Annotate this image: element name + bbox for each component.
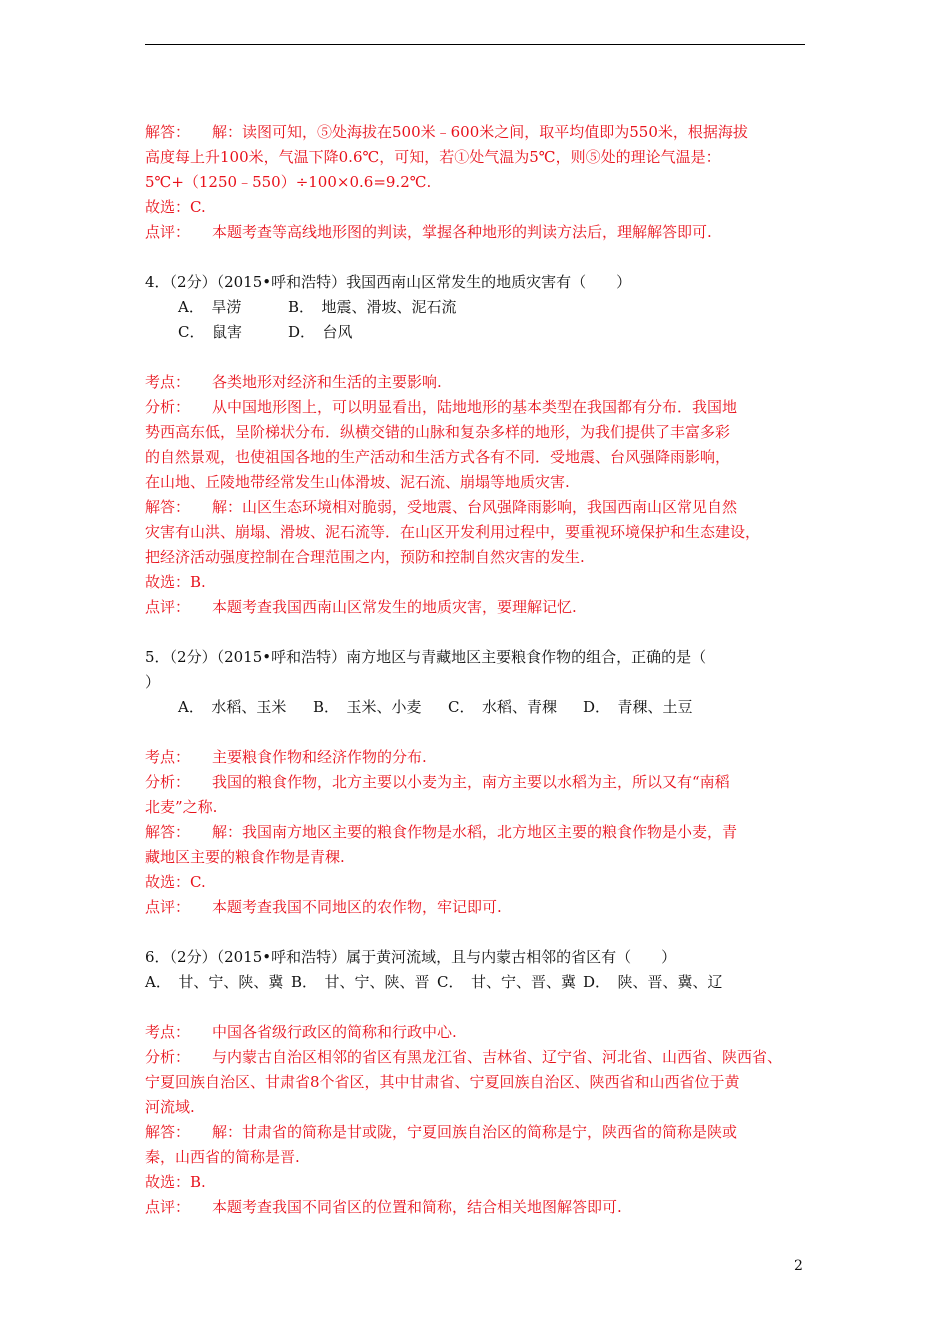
q5-block bbox=[145, 645, 817, 920]
q4-analysis-line-2: 势西高东低，呈阶梯状分布．纵横交错的山脉和复杂多样的地形，为我们提供了丰富多彩 bbox=[145, 423, 731, 441]
q5-answer-line-1: 解答： 解：我国南方地区主要的粮食作物是水稻，北方地区主要的粮食作物是小麦，青 bbox=[145, 823, 738, 841]
q3-answer-line-2: 高度每上升100米，气温下降0.6℃，可知，若①处气温为5℃，则⑤处的理论气温是： bbox=[145, 148, 721, 166]
q4-point: 考点： 各类地形对经济和生活的主要影响. bbox=[145, 373, 442, 391]
q4-answer-line-2: 灾害有山洪、崩塌、滑坡、泥石流等．在山区开发利用过程中，要重视环境保护和生态建设， bbox=[145, 523, 761, 541]
q5-choice: 故选：C. bbox=[145, 873, 206, 891]
q5-point: 考点： 主要粮食作物和经济作物的分布. bbox=[145, 748, 427, 766]
q6-option-d: D． 陕、晋、冀、辽 bbox=[583, 973, 723, 991]
q3-answer-line-3: 5℃+（1250﹣550）÷100×0.6=9.2℃. bbox=[145, 173, 432, 191]
q6-comment: 点评： 本题考查我国不同省区的位置和简称，结合相关地图解答即可. bbox=[145, 1198, 622, 1216]
q6-analysis-line-3: 河流域. bbox=[145, 1098, 195, 1116]
q5-option-c: C． 水稻、青稞 bbox=[448, 698, 557, 716]
q4-analysis-line-4: 在山地、丘陵地带经常发生山体滑坡、泥石流、崩塌等地质灾害. bbox=[145, 473, 570, 491]
q4-answer-line-1: 解答： 解：山区生态环境相对脆弱，受地震、台风强降雨影响，我国西南山区常见自然 bbox=[145, 498, 738, 516]
q5-answer-line-2: 藏地区主要的粮食作物是青稞. bbox=[145, 848, 345, 866]
q5-stem-line-2: ） bbox=[145, 673, 161, 691]
q3-comment: 点评： 本题考查等高线地形图的判读，掌握各种地形的判读方法后，理解解答即可. bbox=[145, 223, 712, 241]
q4-options-row-2 bbox=[145, 320, 817, 345]
q6-option-c: C． 甘、宁、晋、冀 bbox=[437, 973, 576, 991]
q5-option-d: D． 青稞、土豆 bbox=[583, 698, 693, 716]
q5-stem-line-1: 5．（2分）（2015•呼和浩特）南方地区与青藏地区主要粮食作物的组合，正确的是（ bbox=[145, 648, 707, 666]
q3-choice: 故选：C. bbox=[145, 198, 206, 216]
q4-answer-line-3: 把经济活动强度控制在合理范围之内，预防和控制自然灾害的发生. bbox=[145, 548, 585, 566]
q4-stem: 4．（2分）（2015•呼和浩特）我国西南山区常发生的地质灾害有（ ） bbox=[145, 273, 632, 291]
q5-comment: 点评： 本题考查我国不同地区的农作物，牢记即可. bbox=[145, 898, 502, 916]
q6-option-a: A． 甘、宁、陕、冀 bbox=[145, 973, 284, 991]
q4-option-c: C． 鼠害 bbox=[178, 323, 242, 341]
q6-answer-line-2: 秦，山西省的简称是晋. bbox=[145, 1148, 300, 1166]
q5-analysis-line-2: 北麦”之称. bbox=[145, 798, 218, 816]
header-rule bbox=[145, 44, 805, 45]
q6-point: 考点： 中国各省级行政区的简称和行政中心. bbox=[145, 1023, 457, 1041]
q4-analysis-line-3: 的自然景观，也使祖国各地的生产活动和生活方式各有不同．受地震、台风强降雨影响， bbox=[145, 448, 731, 466]
q4-option-a: A． 旱涝 bbox=[178, 298, 242, 316]
document-body bbox=[145, 120, 817, 1220]
q6-analysis-line-1: 分析： 与内蒙古自治区相邻的省区有黑龙江省、吉林省、辽宁省、河北省、山西省、陕西省、 bbox=[145, 1048, 783, 1066]
q5-options-row bbox=[145, 695, 817, 720]
q4-choice: 故选：B. bbox=[145, 573, 206, 591]
q4-option-b: B． 地震、滑坡、泥石流 bbox=[288, 298, 457, 316]
q3-answer-line-1: 解答： 解：读图可知，⑤处海拔在500米﹣600米之间，取平均值即为550米，根据海拔 bbox=[145, 123, 748, 141]
page-number: 2 bbox=[794, 1258, 803, 1274]
q6-analysis-line-2: 宁夏回族自治区、甘肃省8个省区，其中甘肃省、宁夏回族自治区、陕西省和山西省位于黄 bbox=[145, 1073, 740, 1091]
q6-option-b: B． 甘、宁、陕、晋 bbox=[291, 973, 430, 991]
q4-option-d: D． 台风 bbox=[288, 323, 353, 341]
q3-block bbox=[145, 120, 817, 245]
q6-answer-line-1: 解答： 解：甘肃省的简称是甘或陇，宁夏回族自治区的简称是宁，陕西省的简称是陕或 bbox=[145, 1123, 738, 1141]
q4-analysis-line-1: 分析： 从中国地形图上，可以明显看出，陆地地形的基本类型在我国都有分布．我国地 bbox=[145, 398, 738, 416]
q4-block bbox=[145, 270, 817, 620]
q6-choice: 故选：B. bbox=[145, 1173, 206, 1191]
q6-options-row bbox=[145, 970, 817, 995]
q4-options-row-1 bbox=[145, 295, 817, 320]
q6-stem: 6．（2分）（2015•呼和浩特）属于黄河流域，且与内蒙古相邻的省区有（ ） bbox=[145, 948, 677, 966]
q5-option-b: B． 玉米、小麦 bbox=[313, 698, 422, 716]
q6-block bbox=[145, 945, 817, 1220]
q5-analysis-line-1: 分析： 我国的粮食作物，北方主要以小麦为主，南方主要以水稻为主，所以又有“南稻 bbox=[145, 773, 730, 791]
q5-option-a: A． 水稻、玉米 bbox=[178, 698, 287, 716]
q4-comment: 点评： 本题考查我国西南山区常发生的地质灾害，要理解记忆. bbox=[145, 598, 577, 616]
